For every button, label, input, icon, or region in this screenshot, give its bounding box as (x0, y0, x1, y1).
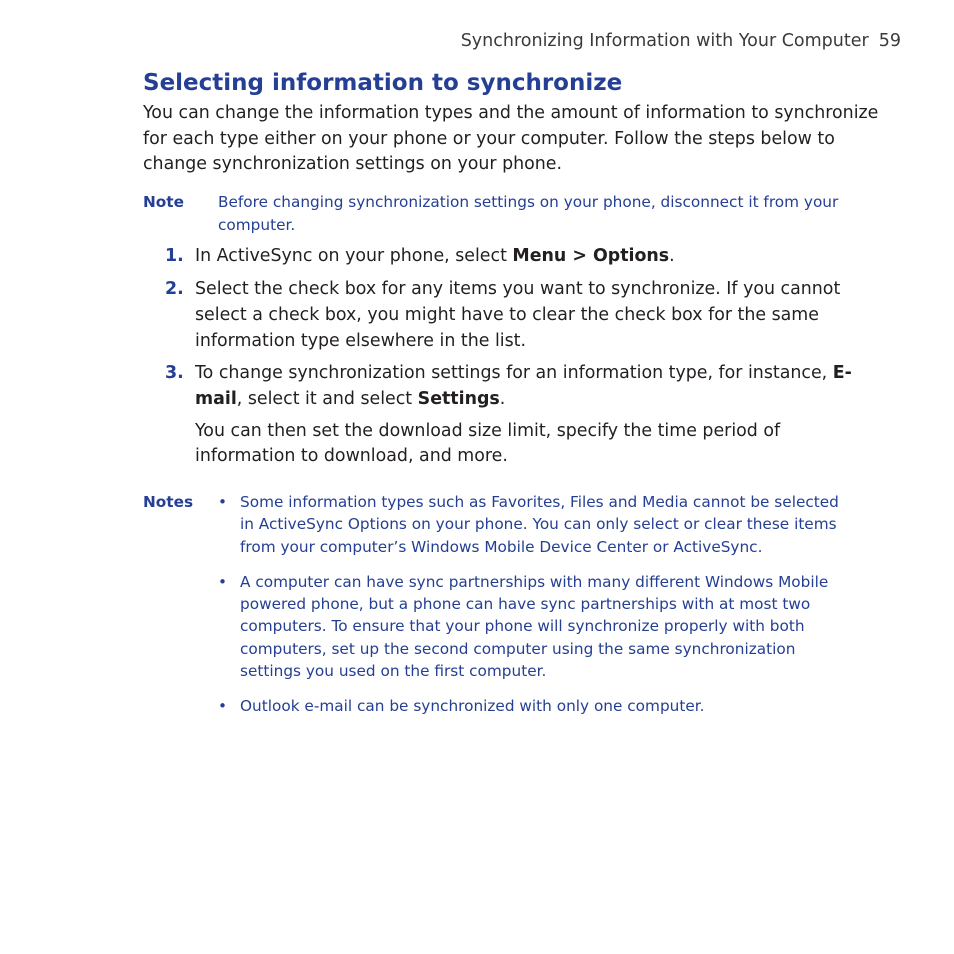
step-text-run: , select it and select (236, 388, 418, 409)
bullet-icon: • (218, 493, 228, 511)
running-title: Synchronizing Information with Your Computer (460, 31, 869, 51)
step-number: 1. (165, 246, 184, 266)
step-item-3 (165, 361, 880, 470)
step-text-run: In ActiveSync on your phone, select (195, 246, 513, 266)
step-text: Select the check box for any items you want to synchronize. If you cannot select a check box, you might have to clear the check box for the same information type elsewhere in the list. (195, 279, 841, 351)
section-title: Selecting information to synchronize (143, 70, 623, 96)
step-number: 3. (165, 363, 184, 383)
step-text (195, 244, 675, 270)
step-paragraph (195, 361, 880, 413)
step-bold-run: E-mail (195, 363, 852, 409)
note-text: Before changing synchronization settings on your phone, disconnect it from your computer. (218, 193, 839, 234)
notes-list-item (218, 491, 848, 558)
note-label: Note (143, 193, 184, 211)
step-bold-run: Menu > Options (512, 246, 670, 266)
step-text (195, 361, 880, 470)
step-text-run: . (669, 246, 675, 266)
note-block (143, 191, 863, 236)
notes-list-item (218, 695, 848, 717)
step-extra-paragraph: You can then set the download size limit, specify the time period of information to download, and more. (195, 420, 781, 467)
notes-list-item (218, 571, 848, 682)
notes-item-text: Outlook e-mail can be synchronized with only one computer. (240, 697, 705, 716)
bullet-icon: • (218, 572, 228, 591)
notes-label: Notes (143, 493, 194, 511)
step-text-run: . (499, 388, 506, 409)
step-text-run: To change synchronization settings for an information type, for instance, (195, 363, 833, 383)
running-header (461, 31, 901, 51)
notes-item-text: Some information types such as Favorites, Files and Media cannot be selected in ActiveSync Options on your phone. You can only select or clear these items from your computer’s Windows Mobile Device Center or ActiveSync. (240, 493, 839, 556)
page-number: 59 (878, 31, 901, 51)
step-number: 2. (165, 279, 184, 299)
notes-block (143, 491, 868, 731)
bullet-icon: • (218, 697, 228, 716)
step-item-1 (165, 244, 880, 270)
notes-list (218, 491, 848, 731)
notes-item-text: A computer can have sync partnerships with many different Windows Mobile powered phone, but a phone can have sync partnerships with at most two computers. To ensure that your phone will synchronize properly with both computers, set up the second computer using the same synchronization settings you used on the first computer. (240, 572, 829, 681)
step-item-2 (165, 277, 880, 354)
intro-paragraph: You can change the information types and the amount of information to synchronize for each type either on your phone or your computer. Follow the steps below to change synchronization settings on your phone. (143, 103, 879, 174)
step-bold-run: Settings (417, 388, 500, 409)
